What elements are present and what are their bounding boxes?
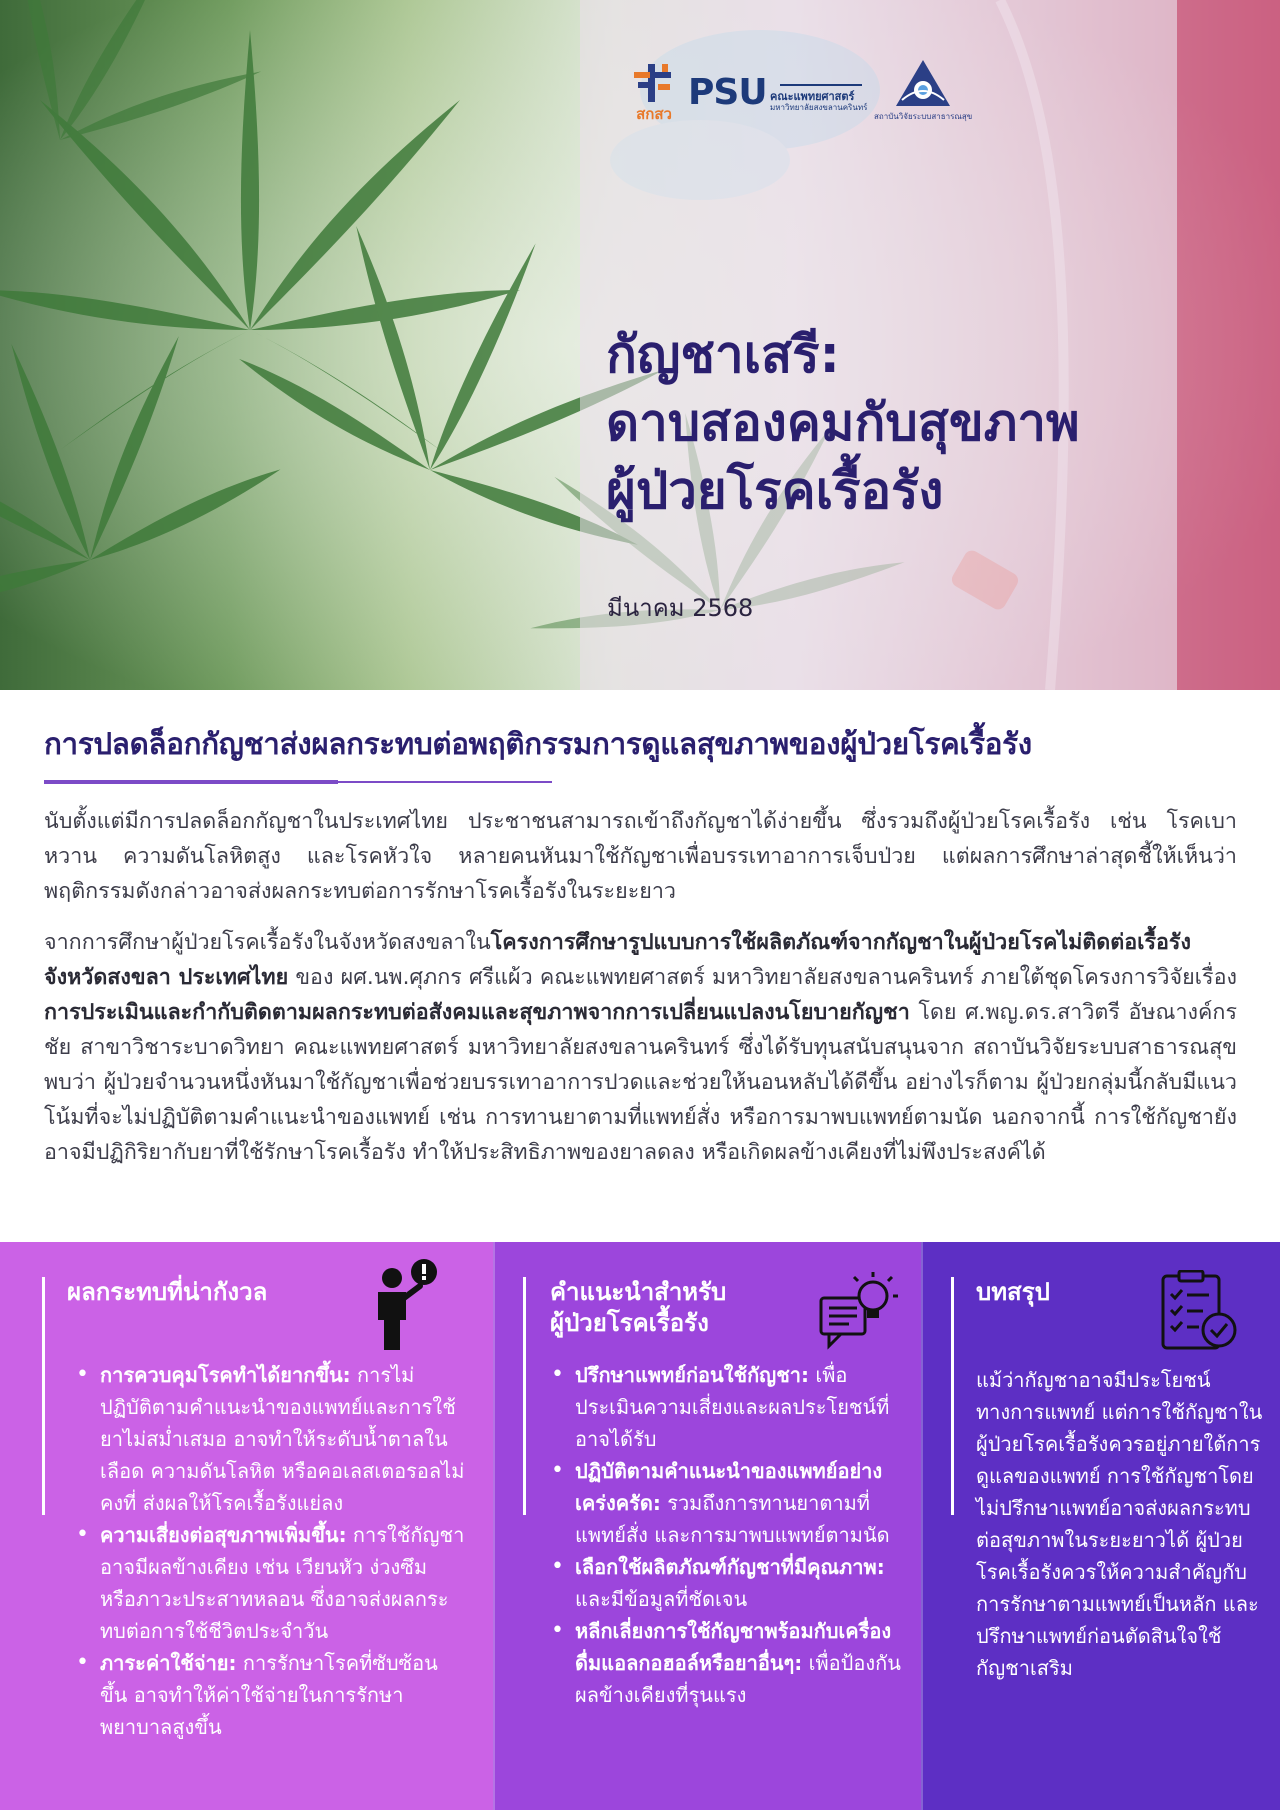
tsri-logo-text: สกสว: [636, 105, 672, 123]
lightbulb-idea-icon: [817, 1270, 901, 1350]
conclusion-text: แม้ว่ากัญชาอาจมีประโยชน์ทางการแพทย์ แต่การใช้กัญชาในผู้ป่วยโรคเรื้อรังควรอยู่ภายใต้การดูแลของแพทย์ การใช้กัญชาโดยไม่ปรึกษาแพทย์อาจส่งผลกระทบต่อสุขภาพในระยะยาวได้ ผู้ป่วยโรคเรื้อรังควรให้ความสำคัญกับการรักษาตามแพทย์เป็นหลัก และปรึกษาแพทย์ก่อนตัดสินใจใช้กัญชาเสริม: [976, 1368, 1263, 1680]
hero-title-line: กัญชาเสรี:: [606, 326, 840, 385]
list-item: • ภาระค่าใช้จ่าย: การรักษาโรคที่ซับซ้อนขึ้น อาจทำให้ค่าใช้จ่ายในการรักษาพยาบาลสูงขึ้น: [70, 1647, 465, 1743]
list-item: • หลีกเลี่ยงการใช้กัญชาพร้อมกับเครื่องดื่มแอลกอฮอล์หรือยาอื่นๆ: เพื่อป้องกันผลข้างเคียงที่รุนแรง: [545, 1615, 905, 1711]
hsri-logo-mark-icon: [896, 60, 950, 106]
title-underline-divider: [44, 781, 552, 783]
concerns-panel: [0, 1242, 493, 1810]
conclusion-title: บทสรุป: [976, 1278, 1050, 1306]
hsri-logo-text: สถาบันวิจัยระบบสาธารณสุข: [874, 112, 973, 121]
conclusion-panel: [921, 1242, 1280, 1810]
clipboard-checklist-icon: [1159, 1270, 1239, 1352]
project-name: โครงการศึกษารูปแบบการใช้ผลิตภัณฑ์จากกัญชาในผู้ป่วยโรคไม่ติดต่อเรื้อรัง จังหวัดสงขลา ประเทศไทย: [44, 930, 1191, 990]
intro-paragraph: นับตั้งแต่มีการปลดล็อกกัญชาในประเทศไทย ประชาชนสามารถเข้าถึงกัญชาได้ง่ายขึ้น ซึ่งรวมถึงผู้ป่วยโรคเรื้อรัง เช่น โรคเบาหวาน ความดันโลหิตสูง และโรคหัวใจ หลายคนหันมาใช้กัญชาเพื่อบรรเทาอาการเจ็บป่วย แต่ผลการศึกษาล่าสุดชี้ให้เห็นว่าพฤติกรรมดังกล่าวอาจส่งผลกระทบต่อการรักษาโรคเรื้อรังในระยะยาว: [44, 809, 1237, 904]
recommendations-list: [545, 1359, 905, 1711]
concerns-title: ผลกระทบที่น่ากังวล: [67, 1278, 268, 1306]
psu-medicine-logo: [688, 72, 868, 118]
partner-logos: [626, 60, 996, 130]
hero-title-line: ผู้ป่วยโรคเรื้อรัง: [606, 462, 944, 521]
publication-date: มีนาคม 2568: [607, 594, 754, 622]
hero-title: [606, 322, 1166, 526]
psu-logo-wordmark: PSU: [688, 72, 767, 113]
recommendations-title: คำแนะนำสำหรับ ผู้ป่วยโรคเรื้อรัง: [550, 1278, 727, 1337]
psu-faculty-name: คณะแพทยศาสตร์: [770, 90, 855, 103]
article-title: การปลดล็อกกัญชาส่งผลกระทบต่อพฤติกรรมการดูแลสุขภาพของผู้ป่วยโรคเรื้อรัง: [44, 727, 1032, 761]
recommendations-panel: [493, 1242, 921, 1810]
hero-title-line: ดาบสองคมกับสุขภาพ: [606, 394, 1080, 453]
person-with-exclamation-icon: [366, 1258, 440, 1352]
tsri-logo-mark-icon: [634, 64, 674, 102]
research-program-name: การประเมินและกำกับติดตามผลกระทบต่อสังคมและสุขภาพจากการเปลี่ยนแปลงนโยบายกัญชา: [44, 1000, 910, 1025]
study-paragraph: จากการศึกษาผู้ป่วยโรคเรื้อรังในจังหวัดสงขลาในโครงการศึกษารูปแบบการใช้ผลิตภัณฑ์จากกัญชาในผู้ป่วยโรคไม่ติดต่อเรื้อรัง จังหวัดสงขลา ประเทศไทย ของ ผศ.นพ.ศุภกร ศรีแผ้ว คณะแพทยศาสตร์ มหาวิทยาลัยสงขลานครินทร์ ภายใต้ชุดโครงการวิจัยเรื่อง การประเมินและกำกับติดตามผลกระทบต่อสังคมและสุขภาพจากการเปลี่ยนแปลงนโยบายกัญชา โดย ศ.พญ.ดร.สาวิตรี อัษณางค์กรชัย สาขาวิชาระบาดวิทยา คณะแพทยศาสตร์ มหาวิทยาลัยสงขลานครินทร์ ซึ่งได้รับทุนสนับสนุนจาก สถาบันวิจัยระบบสาธารณสุข พบว่า ผู้ป่วยจำนวนหนึ่งหันมาใช้กัญชาเพื่อช่วยบรรเทาอาการปวดและช่วยให้นอนหลับได้ดีขึ้น อย่างไรก็ตาม ผู้ป่วยกลุ่มนี้กลับมีแนวโน้มที่จะไม่ปฏิบัติตามคำแนะนำของแพทย์ เช่น การทานยาตามที่แพทย์สั่ง หรือการมาพบแพทย์ตามนัด นอกจากนี้ การใช้กัญชายังอาจมีปฏิกิริยากับยาที่ใช้รักษาโรคเรื้อรัง ทำให้ประสิทธิภาพของยาลดลง หรือเกิดผลข้างเคียงที่ไม่พึงประสงค์ได้: [44, 930, 1237, 1165]
hero-accent-strip: [1177, 0, 1280, 690]
hsri-logo: [874, 60, 994, 130]
concerns-list: [70, 1359, 465, 1743]
list-item: • การควบคุมโรคทำได้ยากขึ้น: การไม่ปฏิบัติตามคำแนะนำของแพทย์และการใช้ยาไม่สม่ำเสมอ อาจทำให้ระดับน้ำตาลในเลือด ความดันโลหิต หรือคอเลสเตอรอลไม่คงที่ ส่งผลให้โรคเรื้อรังแย่ลง: [70, 1359, 465, 1519]
hero-banner: [0, 0, 1280, 690]
list-item: • ปฏิบัติตามคำแนะนำของแพทย์อย่างเคร่งครัด: รวมถึงการทานยาตามที่แพทย์สั่ง และการมาพบแพทย์ตามนัด: [545, 1455, 905, 1551]
tsri-logo: [626, 64, 682, 124]
psu-university-name: มหาวิทยาลัยสงขลานครินทร์: [770, 103, 868, 112]
list-item: • เลือกใช้ผลิตภัณฑ์กัญชาที่มีคุณภาพ: และมีข้อมูลที่ชัดเจน: [545, 1551, 905, 1615]
list-item: • ความเสี่ยงต่อสุขภาพเพิ่มขึ้น: การใช้กัญชาอาจมีผลข้างเคียง เช่น เวียนหัว ง่วงซึม หรือภาวะประสาทหลอน ซึ่งอาจส่งผลกระทบต่อการใช้ชีวิตประจำวัน: [70, 1519, 465, 1647]
list-item: • ปรึกษาแพทย์ก่อนใช้กัญชา: เพื่อประเมินความเสี่ยงและผลประโยชน์ที่อาจได้รับ: [545, 1359, 905, 1455]
